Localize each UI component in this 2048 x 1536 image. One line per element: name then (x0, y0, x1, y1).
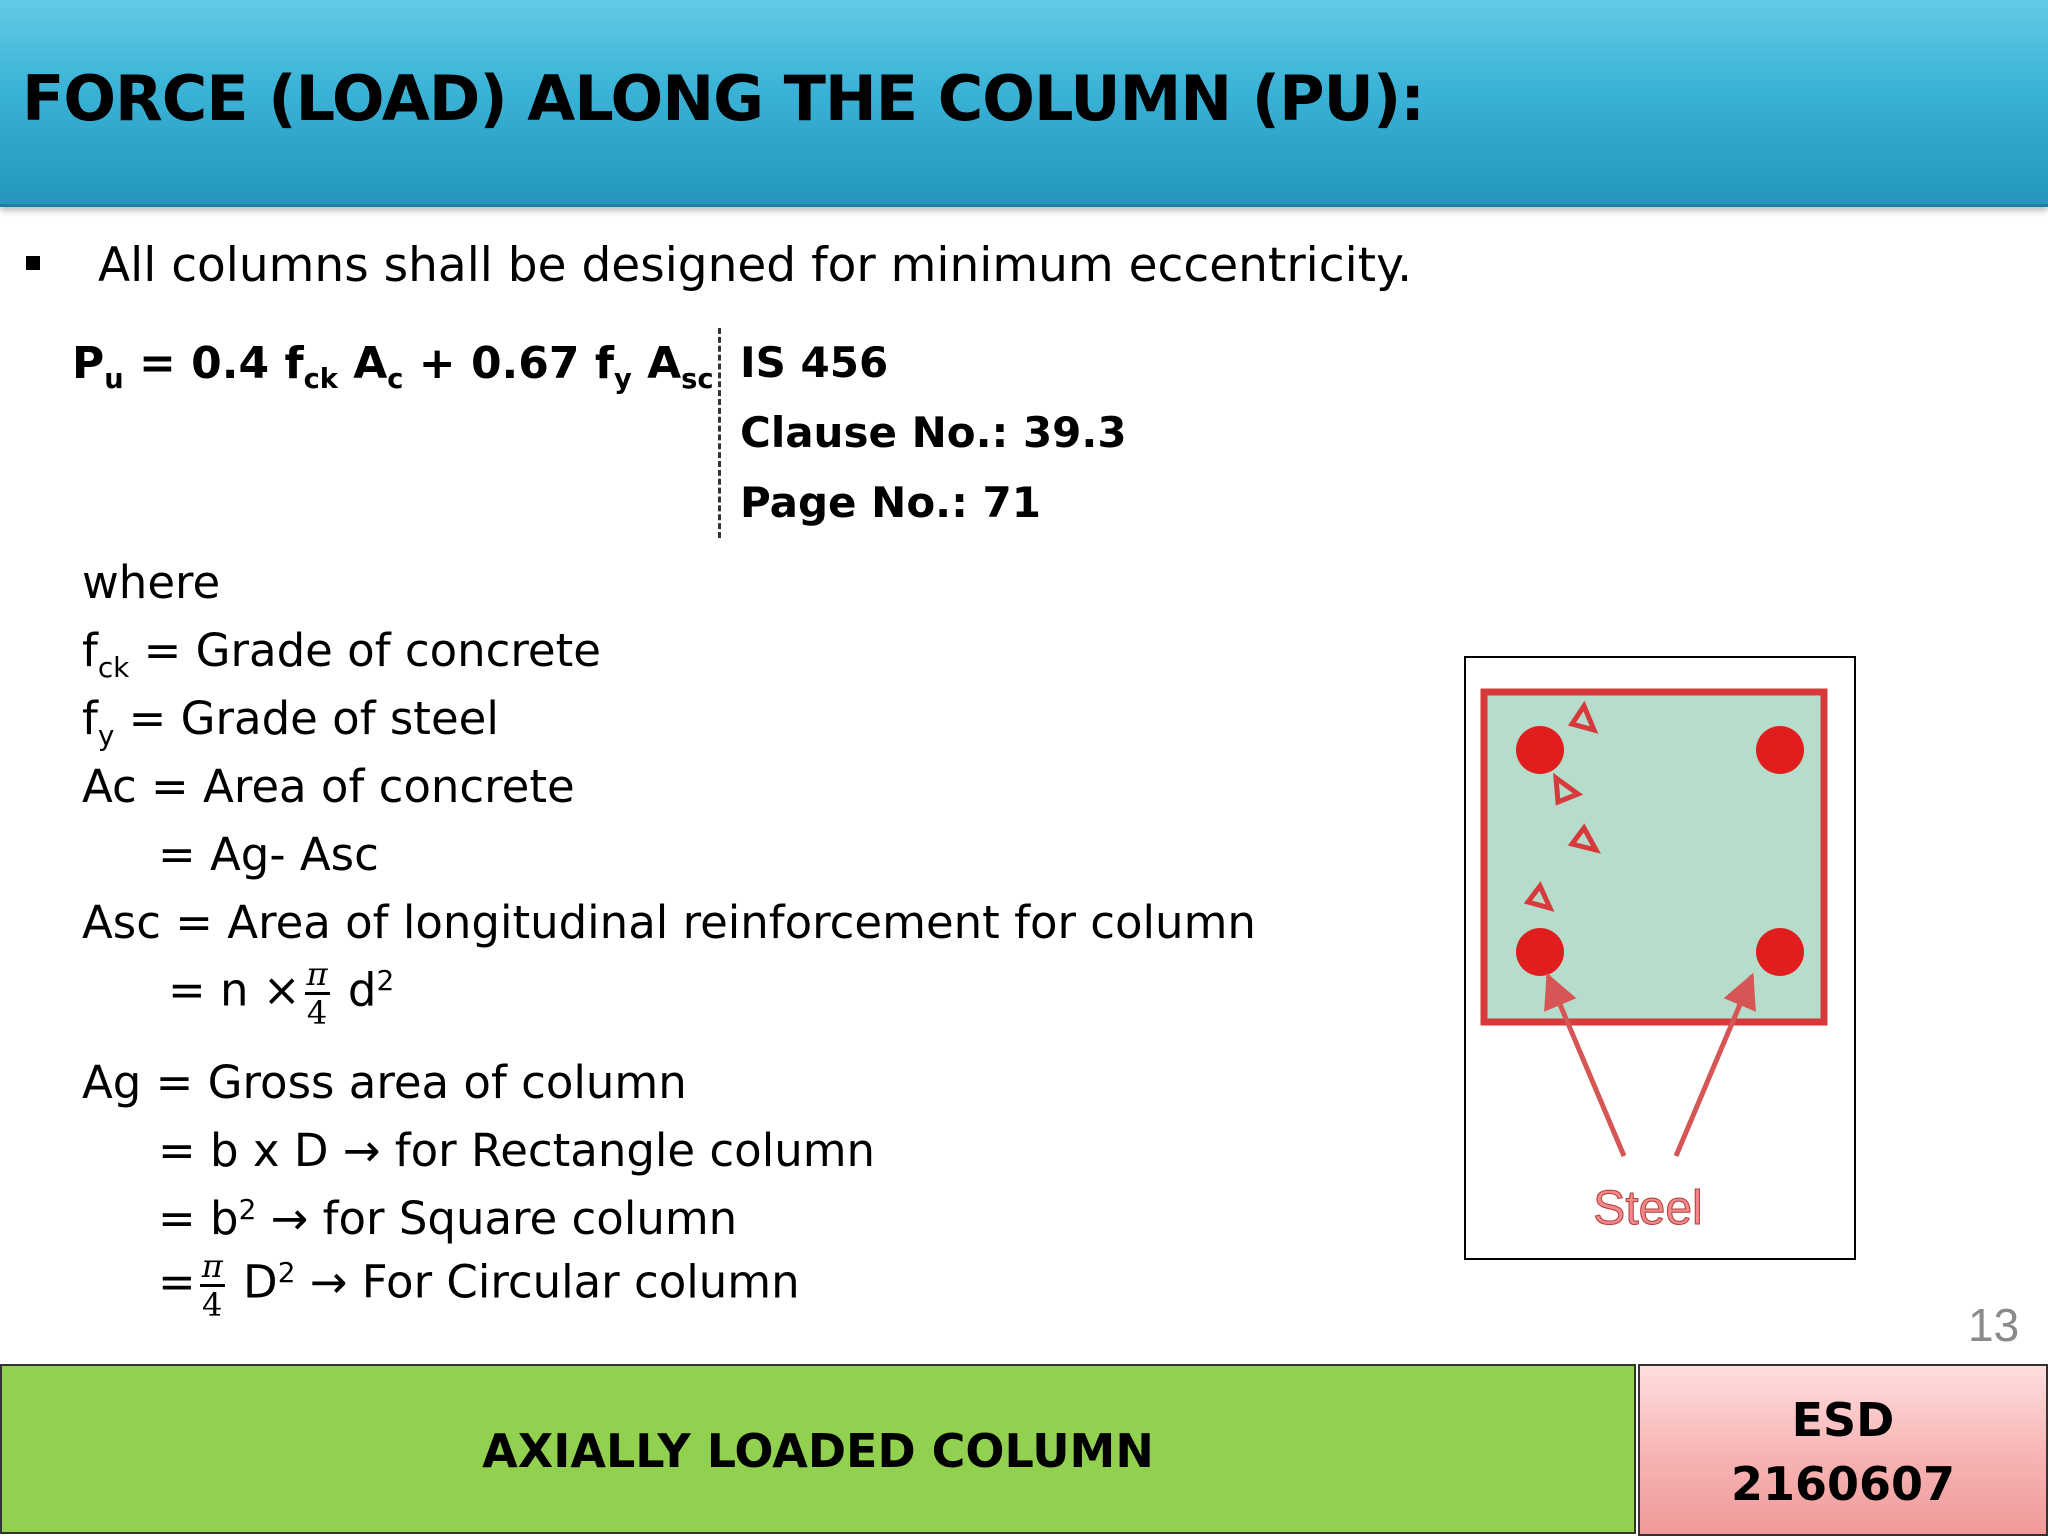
formula-area-sc: A (631, 338, 682, 389)
where-label: where (82, 556, 221, 609)
pi-over-four-fraction-2 (200, 1247, 225, 1324)
footer-course-code (1638, 1364, 2048, 1536)
column-section-svg (1466, 658, 1854, 1258)
steel-label: Steel (1593, 1182, 1703, 1235)
def-ag-square-post: → for Square column (256, 1192, 738, 1245)
def-ag-circular-exp: 2 (277, 1256, 296, 1290)
def-ag-square-pre: = b (158, 1192, 239, 1245)
def-fck (82, 624, 601, 684)
formula-y-sub: y (613, 364, 632, 396)
def-ag-rect: = b x D → for Rectangle column (158, 1124, 876, 1177)
page-number: 13 (1968, 1299, 2020, 1351)
def-asc-eq-d: d (333, 963, 377, 1017)
def-fy (82, 692, 499, 752)
pi-over-four-fraction (305, 955, 330, 1032)
footer-topic (0, 1364, 1636, 1534)
def-asc: Asc = Area of longitudinal reinforcement for column (82, 896, 1256, 949)
formula-area-c: A (337, 338, 388, 389)
fraction-four-2: 4 (200, 1284, 225, 1321)
def-ag-square (158, 1192, 737, 1245)
steel-bar-bottom-left (1516, 928, 1564, 976)
steel-bar-bottom-right (1756, 928, 1804, 976)
def-ag-circular-post: → For Circular column (295, 1255, 800, 1309)
def-fck-base: f (82, 624, 98, 677)
def-fy-text: = Grade of steel (114, 692, 499, 745)
footer-code-line2: 2160607 (1730, 1457, 1956, 1511)
column-section-diagram (1464, 656, 1856, 1260)
def-ag-square-exp: 2 (238, 1192, 257, 1226)
reference-code: IS 456 (740, 338, 889, 387)
def-ag-circular-d: D (228, 1255, 278, 1309)
formula-term1: = 0.4 f (123, 338, 304, 389)
formula-sc-sub: sc (681, 364, 714, 396)
def-fck-text: = Grade of concrete (129, 624, 601, 677)
def-asc-eq (168, 955, 395, 1032)
fraction-pi-2: π (201, 1247, 223, 1285)
bullet-text: All columns shall be designed for minimum eccentricity. (98, 238, 1413, 293)
def-ag-circular-pre: = (158, 1255, 196, 1309)
steel-bar-top-left (1516, 726, 1564, 774)
reference-page: Page No.: 71 (740, 478, 1041, 527)
reference-divider (718, 328, 721, 538)
formula-ck-sub: ck (303, 364, 338, 396)
def-fck-sub: ck (97, 650, 130, 684)
formula-p: P (72, 338, 105, 389)
slide-title: FORCE (LOAD) ALONG THE COLUMN (PU): (22, 62, 1425, 135)
def-asc-eq-pre: = n × (168, 963, 301, 1017)
load-formula (72, 338, 714, 396)
def-ag-circular (158, 1247, 800, 1324)
def-ac: Ac = Area of concrete (82, 760, 575, 813)
formula-term2: + 0.67 f (403, 338, 614, 389)
def-ac-eq: = Ag- Asc (158, 828, 379, 881)
slide-header (0, 0, 2048, 207)
steel-bar-top-right (1756, 726, 1804, 774)
fraction-four: 4 (305, 992, 330, 1029)
formula-c-sub: c (387, 364, 404, 396)
footer-code-line1: ESD (1791, 1393, 1895, 1447)
def-asc-eq-square: 2 (376, 964, 395, 998)
formula-p-sub: u (104, 364, 124, 396)
def-fy-base: f (82, 692, 98, 745)
def-fy-sub: y (97, 718, 115, 752)
fraction-pi: π (306, 955, 328, 993)
reference-clause: Clause No.: 39.3 (740, 408, 1127, 457)
bullet-marker (26, 256, 40, 270)
def-ag: Ag = Gross area of column (82, 1056, 687, 1109)
footer-topic-text: AXIALLY LOADED COLUMN (482, 1424, 1154, 1478)
